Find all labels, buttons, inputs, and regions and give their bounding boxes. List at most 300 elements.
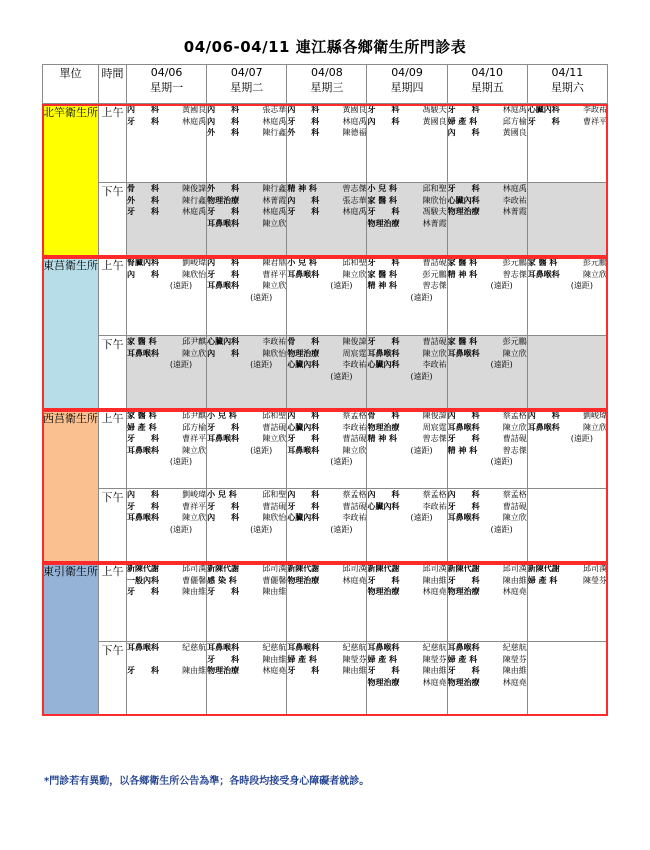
remote-note: (遠距) — [410, 513, 433, 522]
schedule-cell — [527, 563, 607, 642]
schedule-entry — [127, 433, 206, 445]
schedule-entry — [367, 195, 446, 207]
schedule-entry — [448, 665, 527, 677]
schedule-cell — [367, 563, 447, 642]
doctor-name: 陳行鑫 — [262, 184, 287, 193]
clinic-name: 東莒衛生所 — [43, 257, 99, 410]
doctor-name: 曾志傑 — [422, 434, 447, 443]
department: 內 科 — [207, 348, 240, 358]
schedule-cell — [527, 257, 607, 336]
department: 外 科 — [287, 128, 320, 137]
schedule-entry — [207, 348, 286, 360]
schedule-entry — [207, 489, 286, 501]
department: 心臟內科 — [367, 360, 400, 369]
schedule-entry — [448, 642, 527, 654]
schedule-entry — [207, 563, 286, 575]
day-header — [447, 65, 527, 104]
remote-note: (遠距) — [410, 445, 433, 455]
day-date: 04/10 — [471, 66, 504, 79]
department: 耳鼻喉科 — [527, 269, 560, 279]
department: 一般內科 — [127, 575, 159, 585]
period-label: 下午 — [99, 336, 127, 410]
department: 耳鼻喉科 — [447, 513, 480, 522]
department: 內 科 — [527, 411, 560, 420]
doctor-name: 陳德福 — [342, 128, 367, 137]
schedule-entry — [287, 665, 366, 677]
remote-note: (遠距) — [490, 457, 513, 466]
doctor-name: 陳立欣 — [182, 348, 207, 358]
schedule-entry — [448, 563, 527, 575]
clinic-name: 北竿衛生所 — [43, 104, 99, 257]
department: 婦 產 科 — [447, 654, 478, 664]
schedule-entry — [287, 575, 366, 587]
department: 心臟內科 — [207, 337, 240, 346]
doctor-name: 邱尹麒 — [182, 337, 207, 346]
day-weekday: 星期二 — [230, 81, 264, 94]
schedule-entry — [127, 422, 206, 434]
doctor-name: 曹詰硯 — [262, 501, 287, 511]
doctor-name: 邱司漢 — [262, 564, 287, 573]
schedule-entry — [287, 642, 366, 654]
schedule-entry — [448, 433, 527, 445]
department: 婦 產 科 — [527, 575, 558, 585]
department: 牙 科 — [287, 116, 320, 126]
doctor-name: 曹祥平 — [262, 269, 287, 279]
schedule-entry — [207, 654, 286, 666]
doctor-name: 陳俊諱 — [182, 184, 207, 193]
department: 牙 科 — [287, 501, 320, 511]
schedule-entry — [127, 195, 206, 207]
doctor-name: 林庭堯 — [502, 587, 527, 596]
period-label: 下午 — [99, 489, 127, 563]
schedule-entry — [287, 206, 366, 218]
clinic-row-dongyin-pm — [43, 642, 608, 716]
page-title: 04/06-04/11 連江縣各鄉衛生所門診表 — [183, 38, 467, 56]
department: 耳鼻喉科 — [367, 348, 400, 358]
department: 內 科 — [287, 105, 320, 114]
day-weekday: 星期一 — [150, 81, 184, 94]
doctor-name: 邱方榆 — [502, 116, 527, 126]
schedule-entry — [448, 116, 527, 128]
doctor-name: 李政祐 — [422, 360, 447, 369]
doctor-name: 李政祐 — [342, 422, 367, 432]
schedule-entry — [528, 269, 607, 281]
department: 耳鼻喉科 — [207, 281, 240, 290]
schedule-entry — [207, 206, 286, 218]
department: 耳鼻喉科 — [127, 643, 159, 652]
department: 牙 科 — [447, 575, 480, 585]
doctor-name: 曹儷馨 — [262, 575, 287, 585]
department: 新陳代謝 — [367, 564, 400, 573]
department: 牙 科 — [447, 105, 480, 114]
department: 牙 科 — [447, 434, 480, 443]
schedule-cell — [447, 489, 527, 563]
schedule-entry — [287, 410, 366, 422]
doctor-name: 陳由維 — [422, 575, 447, 585]
department: 新陳代謝 — [127, 564, 159, 573]
schedule-entry — [127, 501, 206, 513]
department: 感 染 科 — [207, 575, 237, 585]
schedule-entry — [528, 116, 607, 128]
doctor-name: 紀慈航 — [342, 643, 367, 652]
department: 小 兒 科 — [207, 411, 237, 420]
schedule-cell — [527, 642, 607, 716]
schedule-entry — [448, 195, 527, 207]
doctor-name: 林菁霞 — [422, 218, 447, 228]
doctor-name: 陳立欣 — [502, 513, 527, 522]
doctor-name: 陳由維 — [502, 666, 527, 675]
department: 心臟內科 — [287, 422, 320, 432]
remote-note: (遠距) — [490, 281, 513, 290]
schedule-entry — [127, 563, 206, 575]
day-header — [527, 65, 607, 104]
remote-note: (遠距) — [490, 360, 513, 369]
doctor-name: 紀慈航 — [422, 643, 447, 652]
doctor-name: 李政祐 — [422, 501, 447, 511]
doctor-name: 陳俊諱 — [422, 411, 447, 420]
doctor-name: 曹詰硯 — [262, 422, 287, 432]
doctor-name: 蔡孟格 — [342, 490, 367, 499]
schedule-entry — [207, 195, 286, 207]
schedule-entry — [448, 489, 527, 501]
doctor-name: 林庭禹 — [182, 207, 207, 216]
doctor-name: 林庭堯 — [422, 677, 447, 687]
schedule-cell — [287, 642, 367, 716]
schedule-entry — [448, 501, 527, 513]
department: 牙 科 — [127, 116, 159, 126]
department: 骨 科 — [367, 411, 400, 420]
department: 婦 產 科 — [127, 422, 157, 432]
schedule-entry — [287, 336, 366, 348]
schedule-cell — [367, 642, 447, 716]
department: 骨 科 — [127, 184, 159, 193]
department: 耳鼻喉科 — [207, 218, 240, 228]
schedule-cell — [367, 257, 447, 336]
schedule-cell — [447, 410, 527, 489]
remote-note: (遠距) — [169, 457, 193, 466]
doctor-name: 林庭堯 — [422, 587, 447, 596]
department: 精 神 科 — [367, 281, 398, 290]
department: 內 科 — [207, 116, 240, 126]
doctor-name: 林庭禹 — [342, 116, 367, 126]
department: 物理治療 — [207, 666, 240, 675]
department: 物理治療 — [367, 677, 400, 687]
doctor-name: 陳俊諱 — [342, 337, 367, 346]
department: 婦 產 科 — [367, 654, 398, 664]
department: 牙 科 — [207, 501, 240, 511]
department: 耳鼻喉科 — [287, 269, 320, 279]
schedule-entry — [448, 654, 527, 666]
doctor-name: 張志華 — [262, 105, 287, 114]
department: 牙 科 — [207, 207, 240, 216]
schedule-entry — [367, 104, 446, 116]
schedule-cell — [447, 336, 527, 410]
department: 耳鼻喉科 — [287, 445, 320, 455]
doctor-name: 陳瑩芬 — [422, 654, 447, 664]
schedule-entry — [367, 336, 446, 348]
doctor-name: 邱司漢 — [583, 564, 607, 573]
day-weekday: 星期五 — [470, 81, 504, 94]
doctor-name: 邱司漢 — [502, 564, 527, 573]
schedule-cell — [287, 183, 367, 257]
doctor-name: 邱方榆 — [182, 422, 207, 432]
doctor-name: 陳由維 — [422, 666, 447, 675]
schedule-entry — [287, 563, 366, 575]
department: 牙 科 — [447, 666, 480, 675]
unit-header: 單位 — [43, 65, 99, 104]
schedule-entry — [367, 501, 446, 513]
schedule-entry — [207, 586, 286, 598]
day-weekday: 星期三 — [310, 81, 344, 94]
department: 物理治療 — [367, 587, 400, 596]
doctor-name: 陳瑩芬 — [502, 654, 527, 664]
schedule-entry — [528, 575, 607, 587]
doctor-name: 曾志傑 — [502, 269, 527, 279]
schedule-cell — [287, 410, 367, 489]
department: 內 科 — [127, 105, 159, 114]
doctor-name: 曹詰硯 — [502, 434, 527, 443]
schedule-entry — [448, 348, 527, 360]
schedule-body — [43, 104, 608, 716]
doctor-name: 邱和聖 — [342, 258, 367, 267]
schedule-cell — [367, 104, 447, 183]
schedule-entry — [287, 348, 366, 360]
doctor-name: 陳由維 — [262, 654, 287, 664]
clinic-row-north-pm — [43, 183, 608, 257]
doctor-name: 陳欣怡 — [422, 195, 447, 205]
department: 牙 科 — [367, 575, 400, 585]
clinic-schedule-table — [42, 64, 608, 716]
schedule-entry — [367, 116, 446, 128]
department: 牙 科 — [447, 184, 480, 193]
schedule-cell — [447, 104, 527, 183]
schedule-entry — [287, 257, 366, 269]
day-header — [287, 65, 367, 104]
department: 心臟內科 — [287, 513, 320, 522]
department: 家 醫 科 — [447, 337, 478, 346]
department: 耳鼻喉科 — [127, 445, 159, 455]
department: 家 醫 科 — [367, 195, 398, 205]
period-label: 下午 — [99, 642, 127, 716]
schedule-entry — [448, 183, 527, 195]
schedule-entry — [287, 445, 366, 457]
schedule-entry — [127, 654, 206, 666]
schedule-entry — [127, 183, 206, 195]
schedule-entry — [287, 489, 366, 501]
remote-note: (遠距) — [490, 524, 513, 534]
schedule-entry — [448, 127, 527, 139]
doctor-name: 邱司漢 — [182, 564, 207, 573]
schedule-entry — [287, 183, 366, 195]
department: 物理治療 — [287, 348, 320, 358]
doctor-name: 曹詰硯 — [342, 434, 367, 443]
schedule-entry — [127, 642, 206, 654]
department: 物理治療 — [207, 195, 240, 205]
doctor-name: 曹祥平 — [182, 501, 207, 511]
schedule-cell — [527, 410, 607, 489]
doctor-name: 彭元鵬 — [502, 258, 527, 267]
schedule-entry — [448, 422, 527, 434]
doctor-name: 陳立欣 — [342, 269, 367, 279]
department: 婦 產 科 — [447, 116, 478, 126]
schedule-entry — [528, 563, 607, 575]
department: 牙 科 — [127, 434, 159, 443]
schedule-entry — [367, 269, 446, 281]
doctor-name: 邱司漢 — [422, 564, 447, 573]
department: 內 科 — [127, 269, 159, 279]
schedule-entry — [127, 489, 206, 501]
department: 精 神 科 — [447, 445, 478, 455]
period-label: 下午 — [99, 183, 127, 257]
department: 牙 科 — [367, 337, 400, 346]
doctor-name: 黃國良 — [342, 105, 367, 114]
doctor-name: 陳立欣 — [262, 281, 287, 290]
doctor-name: 林庭禹 — [502, 184, 527, 193]
department: 精 神 科 — [367, 434, 398, 443]
doctor-name: 黃國良 — [502, 128, 527, 137]
schedule-entry — [287, 501, 366, 513]
schedule-cell — [287, 489, 367, 563]
schedule-entry — [127, 116, 206, 128]
schedule-entry — [207, 218, 286, 230]
department: 內 科 — [367, 116, 400, 126]
schedule-entry — [367, 433, 446, 445]
schedule-entry — [207, 183, 286, 195]
schedule-entry — [528, 410, 607, 422]
doctor-name: 周宸霆 — [422, 422, 447, 432]
schedule-entry — [127, 575, 206, 587]
schedule-entry — [287, 654, 366, 666]
doctor-name: 周宸霆 — [342, 348, 367, 358]
schedule-entry — [287, 269, 366, 281]
doctor-name: 李政祐 — [502, 195, 527, 205]
remote-note: (遠距) — [250, 524, 273, 534]
schedule-entry — [367, 280, 446, 292]
doctor-name: 馮駿夫 — [422, 105, 447, 114]
remote-note: (遠距) — [330, 371, 353, 381]
department: 物理治療 — [447, 677, 480, 687]
doctor-name: 曾志傑 — [502, 445, 527, 455]
department: 精 神 科 — [287, 184, 317, 193]
schedule-entry — [367, 563, 446, 575]
department: 新陳代謝 — [447, 564, 480, 573]
doctor-name: 陳由維 — [262, 587, 287, 596]
remote-note: (遠距) — [250, 292, 273, 302]
department: 小 兒 科 — [287, 258, 317, 267]
department: 耳鼻喉科 — [447, 643, 480, 652]
doctor-name: 李政祐 — [342, 513, 367, 522]
schedule-cell — [207, 183, 287, 257]
doctor-name: 陳欣怡 — [262, 348, 287, 358]
period-label: 上午 — [99, 257, 127, 336]
schedule-entry — [287, 512, 366, 524]
schedule-cell — [127, 410, 207, 489]
doctor-name: 邱和聖 — [422, 184, 447, 193]
schedule-cell — [127, 257, 207, 336]
schedule-cell — [127, 642, 207, 716]
schedule-cell — [287, 336, 367, 410]
department: 內 科 — [287, 411, 320, 420]
doctor-name: 陳由維 — [342, 666, 367, 675]
doctor-name: 曹祥平 — [583, 116, 607, 126]
clinic-name: 東引衛生所 — [43, 563, 99, 716]
schedule-entry — [367, 654, 446, 666]
department: 家 醫 科 — [127, 411, 157, 420]
doctor-name: 紀慈航 — [502, 643, 527, 652]
schedule-cell — [287, 563, 367, 642]
schedule-cell — [127, 183, 207, 257]
schedule-entry — [127, 104, 206, 116]
department: 內 科 — [207, 258, 240, 267]
department: 物理治療 — [447, 587, 480, 596]
schedule-cell — [527, 336, 607, 410]
schedule-entry — [448, 104, 527, 116]
department: 小 兒 科 — [207, 490, 237, 499]
day-date: 04/11 — [551, 66, 584, 79]
schedule-entry — [287, 422, 366, 434]
remote-note: (遠距) — [250, 445, 273, 455]
department: 牙 科 — [527, 116, 560, 126]
department: 耳鼻喉科 — [367, 643, 400, 652]
doctor-name: 陳立欣 — [182, 445, 207, 455]
doctor-name: 陳立欣 — [182, 513, 207, 522]
doctor-name: 陳行鑫 — [262, 128, 287, 137]
schedule-entry — [367, 359, 446, 371]
department: 內 科 — [287, 195, 320, 205]
schedule-entry — [367, 575, 446, 587]
period-label: 上午 — [99, 104, 127, 183]
schedule-entry — [127, 269, 206, 281]
doctor-name: 林庭禹 — [262, 207, 287, 216]
schedule-entry — [207, 433, 286, 445]
clinic-row-xiju-pm — [43, 489, 608, 563]
schedule-entry — [528, 257, 607, 269]
doctor-name: 陳行鑫 — [182, 195, 207, 205]
schedule-entry — [367, 665, 446, 677]
doctor-name: 紀慈航 — [182, 643, 207, 652]
schedule-entry — [287, 359, 366, 371]
doctor-name: 陳立欣 — [502, 348, 527, 358]
clinic-row-xiju-am — [43, 410, 608, 489]
schedule-entry — [207, 575, 286, 587]
clinic-row-dongju-am — [43, 257, 608, 336]
schedule-cell — [207, 489, 287, 563]
schedule-entry — [448, 586, 527, 598]
schedule-cell — [127, 563, 207, 642]
department: 內 科 — [447, 411, 480, 420]
department: 牙 科 — [287, 207, 320, 216]
schedule-cell — [287, 104, 367, 183]
department: 內 科 — [207, 105, 240, 114]
doctor-name: 蔡孟格 — [502, 411, 527, 420]
schedule-entry — [207, 127, 286, 139]
doctor-name: 陳君鼎 — [262, 258, 287, 267]
schedule-entry — [287, 127, 366, 139]
clinic-row-north-am — [43, 104, 608, 183]
schedule-entry — [367, 183, 446, 195]
schedule-cell — [207, 336, 287, 410]
schedule-entry — [367, 257, 446, 269]
schedule-entry — [367, 410, 446, 422]
department: 骨 科 — [287, 337, 320, 346]
period-label: 上午 — [99, 563, 127, 642]
department: 耳鼻喉科 — [287, 643, 320, 652]
schedule-entry — [448, 512, 527, 524]
schedule-entry — [127, 586, 206, 598]
schedule-entry — [207, 642, 286, 654]
schedule-entry — [367, 206, 446, 218]
schedule-cell — [127, 104, 207, 183]
